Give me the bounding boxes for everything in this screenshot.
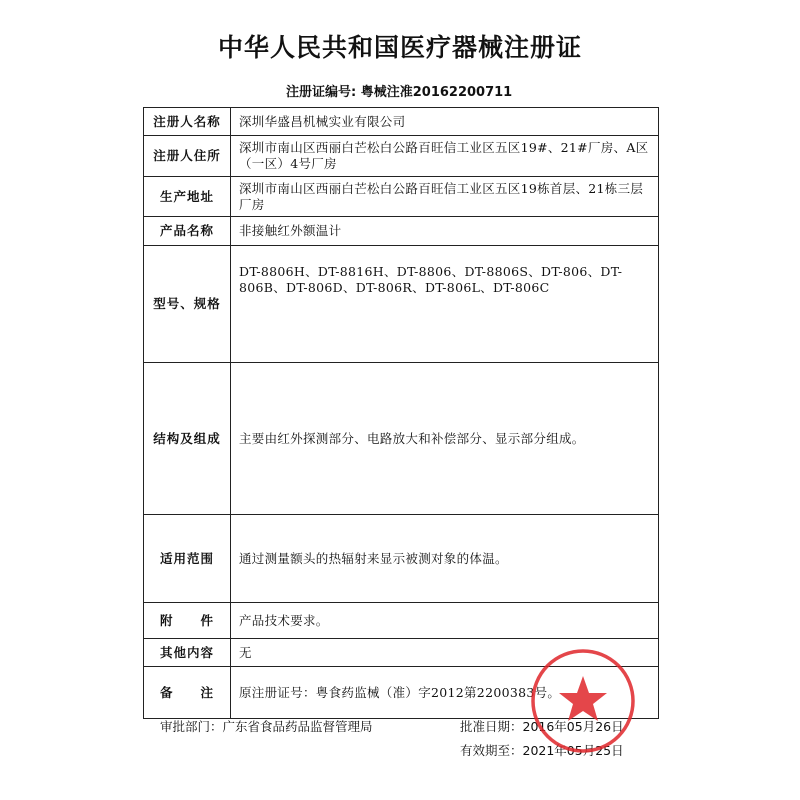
official-seal-icon [528,646,638,756]
row-value: 原注册证号：粤食药监械（准）字2012第2200383号。 [231,667,659,719]
cert-number: 注册证编号: 粤械注准20162200711 [286,85,513,100]
table-row [144,177,659,217]
row-label: 备 注 [144,667,231,719]
document-title: 中华人民共和国医疗器械注册证 [217,33,582,62]
row-label: 产品名称 [144,217,231,246]
row-label: 附 件 [144,603,231,639]
row-value: 非接触红外额温计 [231,217,659,246]
approval-department: 审批部门：广东省食品药品监督管理局 [160,719,373,734]
table-row [144,515,659,603]
row-value: 无 [231,639,659,667]
table-row [144,246,659,363]
valid-until: 有效期至：2021年05月25日 [460,743,624,758]
row-label: 注册人名称 [144,108,231,136]
row-label: 适用范围 [144,515,231,603]
row-value: 主要由红外探测部分、电路放大和补偿部分、显示部分组成。 [231,363,659,515]
registration-table [143,107,659,719]
row-value: 深圳市南山区西丽白芒松白公路百旺信工业区五区19栋首层、21栋三层厂房 [231,177,659,217]
row-label: 结构及组成 [144,363,231,515]
row-value: 通过测量额头的热辐射来显示被测对象的体温。 [231,515,659,603]
approval-date: 批准日期：2016年05月26日 [460,719,624,734]
row-value: 产品技术要求。 [231,603,659,639]
table-row [144,136,659,177]
table-row [144,108,659,136]
row-label: 注册人住所 [144,136,231,177]
row-label: 型号、规格 [144,246,231,363]
row-label: 生产地址 [144,177,231,217]
table-row [144,603,659,639]
table-row [144,217,659,246]
row-value: DT-8806H、DT-8816H、DT-8806、DT-8806S、DT-806、DT-806B、DT-806D、DT-806R、DT-806L、DT-806C [231,246,659,363]
row-value: 深圳市南山区西丽白芒松白公路百旺信工业区五区19#、21#厂房、A区（一区）4号厂房 [231,136,659,177]
table-row [144,363,659,515]
row-value: 深圳华盛昌机械实业有限公司 [231,108,659,136]
row-label: 其他内容 [144,639,231,667]
